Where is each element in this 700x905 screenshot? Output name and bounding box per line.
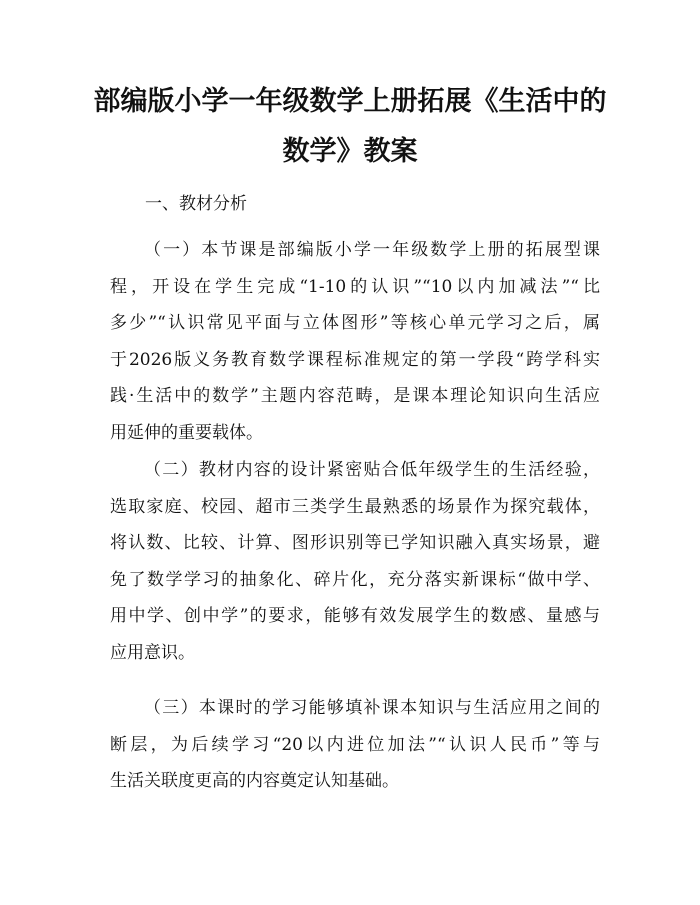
- paragraph-line: 将认数、比较、计算、图形识别等已学知识融入真实场景，避: [110, 533, 600, 553]
- paragraph-3: [110, 690, 600, 800]
- section-heading: 一、教材分析: [145, 194, 247, 214]
- paragraph-line: 多少”“认识常见平面与立体图形”等核心单元学习之后，属: [110, 313, 600, 333]
- paragraph-line: 用中学、创中学”的要求，能够有效发展学生的数感、量感与: [110, 606, 600, 626]
- paragraph-line: 应用意识。: [110, 642, 195, 663]
- document-title-line-2: 数学》教案: [282, 136, 418, 167]
- paragraph-line: 于2026版义务教育数学课程标准规定的第一学段“跨学科实: [110, 349, 600, 370]
- paragraph-line: 程，开设在学生完成“1-10的认识”“10以内加减法”“比: [110, 276, 600, 297]
- paragraph-line: 生活关联度更高的内容奠定认知基础。: [110, 771, 399, 791]
- paragraph-line: 选取家庭、校园、超市三类学生最熟悉的场景作为探究载体，: [110, 496, 600, 517]
- paragraph-line: 用延伸的重要载体。: [110, 422, 263, 443]
- paragraph-1: [110, 232, 600, 451]
- paragraph-line: 免了数学学习的抽象化、碎片化，充分落实新课标“做中学、: [110, 569, 600, 590]
- paragraph-line: 践·生活中的数学”主题内容范畴，是课本理论知识向生活应: [110, 386, 600, 406]
- paragraph-line: （三）本课时的学习能够填补课本知识与生活应用之间的: [144, 698, 600, 718]
- document-title-line-1: 部编版小学一年级数学上册拓展《生活中的: [93, 86, 607, 117]
- paragraph-2: [110, 452, 600, 671]
- paragraph-line: 断层，为后续学习“20以内进位加法”“认识人民币”等与: [110, 734, 600, 755]
- paragraph-line: （二）教材内容的设计紧密贴合低年级学生的生活经验，: [144, 460, 600, 480]
- paragraph-line: （一）本节课是部编版小学一年级数学上册的拓展型课: [144, 240, 600, 260]
